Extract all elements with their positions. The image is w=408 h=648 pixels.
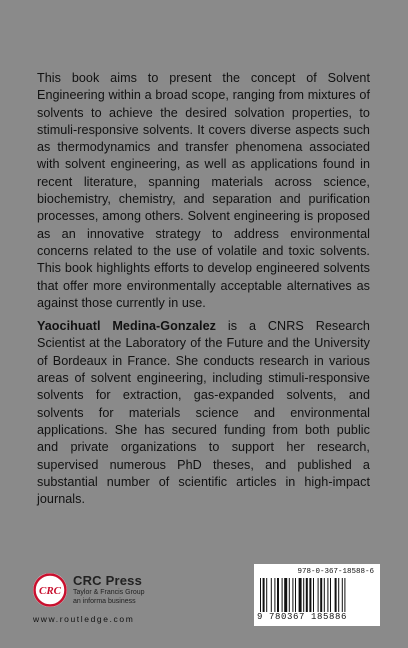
barcode-bars xyxy=(260,578,374,612)
ean-number: 9 780367 185886 xyxy=(257,612,348,622)
publisher-logo xyxy=(33,567,183,627)
publisher-url: www.routledge.com xyxy=(33,614,135,624)
publisher-group: Taylor & Francis Group xyxy=(73,589,145,596)
isbn-number: 978-0-367-18588-6 xyxy=(297,568,374,576)
crc-logo-icon xyxy=(33,573,67,607)
author-name: Yaocihuatl Medina-Gonzalez xyxy=(37,319,216,334)
isbn-barcode xyxy=(254,564,380,626)
logo-mark-text: CRC xyxy=(38,585,62,597)
back-cover-text xyxy=(37,70,370,508)
author-bio-paragraph xyxy=(37,318,370,508)
publisher-business: an informa business xyxy=(73,598,136,605)
publisher-name: CRC Press xyxy=(73,573,142,588)
book-description: This book aims to present the concept of Solvent Engineering within a broad scope, ranging from mixtures of solvents to achieve the desired solvation properties, to stimuli-responsive solvents. It covers diverse aspects such as thermodynamics and transfer phenomena associated with solvent engineering, as well as applications found in recent literature, spanning materials across science, biochemistry, chemistry, and separation and purification processes, among others. Solvent engineering is proposed as an innovative strategy to address environmental concerns related to the use of volatile and toxic solvents. This book highlights efforts to develop engineered solvents that offer more environmentally acceptable alternatives as against those currently in use. xyxy=(37,71,370,310)
author-bio: is a CNRS Research Scientist at the Laboratory of the Future and the University of Bordeaux in France. She conducts research in various areas of solvent engineering, including stimuli-responsive solvents for extraction, gas-expanded solvents, and solvents for materials science and environmental applications. She has secured funding from both public and private organizations to support her research, supervised numerous PhD theses, and published a substantial number of scientific articles in high-impact journals. xyxy=(37,319,370,507)
